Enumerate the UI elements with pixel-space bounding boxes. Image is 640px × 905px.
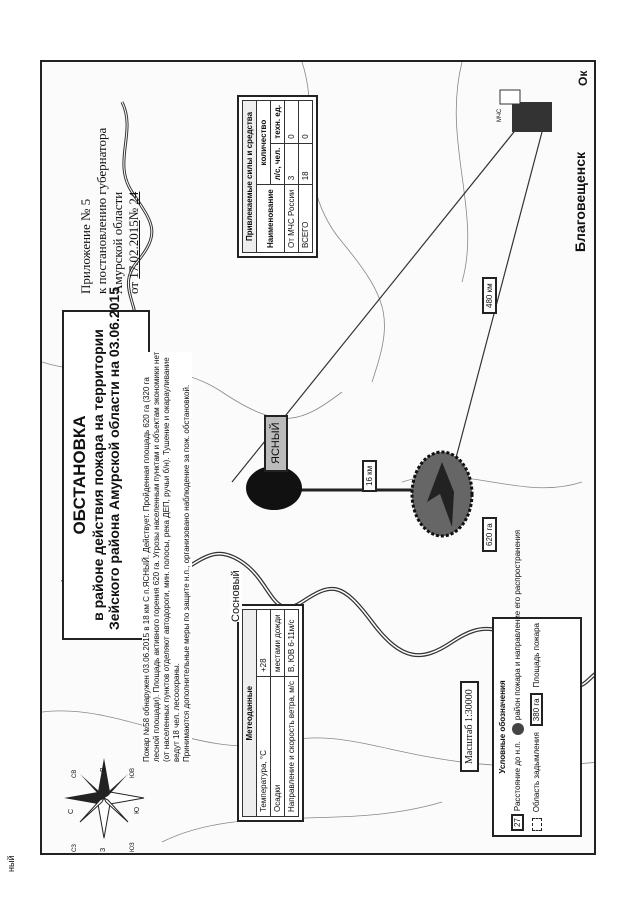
appendix-date-prefix: от [126,281,141,294]
appendix-block [78,128,142,294]
table-row [299,100,313,252]
resources-row-tech: 0 [299,100,313,143]
table-row [285,100,299,252]
compass-e-label: В [100,767,107,772]
weather-table-box [237,604,304,822]
resources-row-name: От МЧС России [285,185,299,253]
weather-param: Направление и скорость ветра, м/с [285,677,299,817]
compass-sw-label: ЮЗ [130,842,136,852]
situation-map [40,60,596,855]
resources-col-qty: количество [257,100,271,184]
table-row [271,610,285,817]
resources-row-people: 3 [285,143,299,185]
description-line4: ведут 18 чел. лесоохраны. [172,663,181,762]
legend-fire-area: Площадь пожара [532,623,541,688]
resources-col-people: л/с, чел. [271,143,285,185]
distance-480-label: 480 км [482,277,497,314]
edge-place-label: ный [6,855,16,872]
description-line5: Принимаются дополнительные меры по защите н.п., организовано наблюдение за пож. обстановкой. [182,384,191,762]
compass-nw-label: СЗ [72,844,78,852]
appendix-line1: Приложение № 5 [78,198,93,294]
appendix-line2: к постановлению губернатора [94,127,109,294]
area-620-label: 620 га [482,517,497,552]
smoke-icon [532,818,542,831]
city-marker [512,102,552,132]
city-label-cut: Ок [576,70,590,86]
description-line3: (от населенных пунктов отделяют автодороги, мин. полосы, река ДЕП, ручьи б/н). Тушение и окарауливание [162,357,171,762]
weather-param: Осадки [271,677,285,817]
title-line3: Зейского района Амурской области на 03.06.2015 [106,287,122,630]
appendix-number-prefix: № [126,207,141,221]
resources-col-name: Наименование [257,185,285,253]
appendix-number: 24 [126,191,141,205]
resources-row-people: 18 [299,143,313,185]
compass-w-label: З [100,847,107,852]
description-line1: Пожар №58 обнаружен 03.06.2015 в 18 км С п.ЯСНЫЙ. Действует. Пройденная площадь 620 га (320 га [142,377,151,762]
weather-param: Температура, °C [257,677,271,817]
weather-title: Метеоданные [243,610,257,817]
mchs-label: МЧС [497,108,503,122]
weather-table [242,609,299,817]
title-line2: в районе действия пожара на территории [90,329,106,621]
legend-distance-value: 27 [511,814,524,831]
legend-fire-direction: район пожара и направление его распространения [513,529,522,721]
description-line2: лесной площади). Площадь активного горения 620 га. Угрозы населенным пунктам и объектам экономики нет [152,351,161,762]
compass-s-label: Ю [134,806,141,814]
resources-title: Привлекаемые силы и средства [243,100,257,252]
weather-value: местами дожди [271,610,285,677]
fire-icon [512,723,524,735]
city-label: Благовещенск [572,152,588,252]
sosnovo-label: Сосновый [230,570,242,622]
legend-distance: Расстояние до н.п. [513,741,522,812]
table-row [285,610,299,817]
fire-description [142,352,192,762]
distance-16-label: 16 км [362,460,377,492]
compass-n-label: С [68,808,75,814]
legend-fire-area-value: 380 га [530,693,543,726]
weather-value: +28 [257,610,271,677]
resources-row-name: ВСЕГО [299,185,313,253]
yasny-settlement-marker [246,466,302,510]
table-row [257,610,271,817]
resources-row-tech: 0 [285,100,299,143]
compass-se-label: ЮВ [130,767,136,778]
weather-value: В, ЮВ 6-11м/с [285,610,299,677]
legend-smoke-zone: Область задымления [532,732,541,813]
resources-table-box [237,95,318,258]
scale-label: Масштаб 1:30000 [460,681,479,772]
resources-table [242,100,313,253]
title-line1: ОБСТАНОВКА [70,415,89,535]
legend-title: Условные обозначения [498,680,507,774]
legend-box [492,529,582,837]
appendix-date: 17.02.2015 [126,220,141,279]
compass-ne-label: СВ [72,769,78,778]
resources-col-tech: техн. ед. [271,100,285,143]
yasny-label: ЯСНЫЙ [264,415,288,472]
appendix-line3: Амурской области [110,191,125,294]
